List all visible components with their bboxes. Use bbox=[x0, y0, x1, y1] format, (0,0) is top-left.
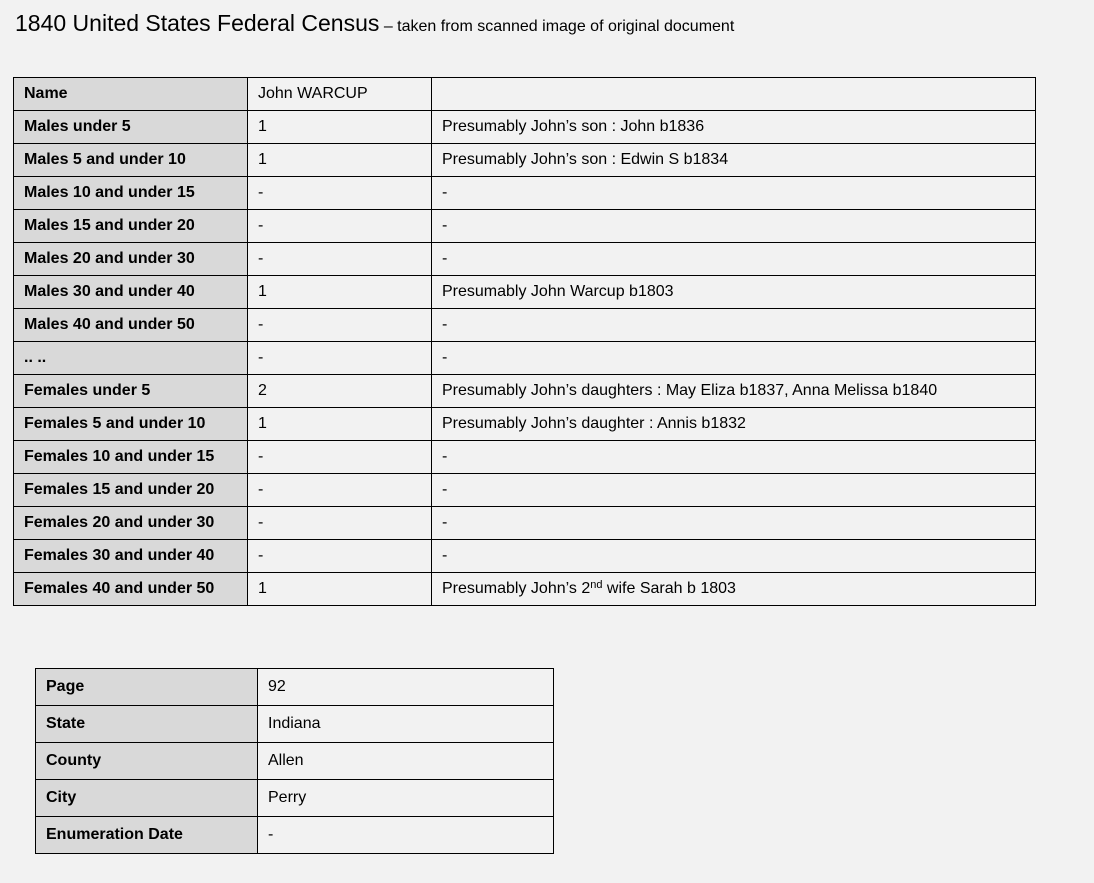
row-note: Presumably John’s son : Edwin S b1834 bbox=[432, 144, 1036, 177]
name-value: John WARCUP bbox=[248, 78, 432, 111]
row-note: Presumably John’s daughter : Annis b1832 bbox=[432, 408, 1036, 441]
city-label: City bbox=[36, 780, 258, 817]
row-label: Males 40 and under 50 bbox=[14, 309, 248, 342]
row-label: Males 10 and under 15 bbox=[14, 177, 248, 210]
row-note: Presumably John’s daughters : May Eliza b1837, Anna Melissa b1840 bbox=[432, 375, 1036, 408]
row-count: 2 bbox=[248, 375, 432, 408]
table-row bbox=[14, 474, 1036, 507]
row-count: - bbox=[248, 507, 432, 540]
table-row bbox=[14, 177, 1036, 210]
row-note: Presumably John’s son : John b1836 bbox=[432, 111, 1036, 144]
row-note-before: Presumably John’s 2 bbox=[442, 580, 591, 597]
table-row bbox=[14, 540, 1036, 573]
table-row bbox=[14, 78, 1036, 111]
row-count: - bbox=[248, 210, 432, 243]
page-title bbox=[15, 10, 734, 37]
table-row bbox=[36, 743, 554, 780]
row-note: - bbox=[432, 309, 1036, 342]
enumeration-date-label: Enumeration Date bbox=[36, 817, 258, 854]
ordinal-suffix: nd bbox=[590, 579, 603, 591]
row-count: 1 bbox=[248, 276, 432, 309]
row-note-after: wife Sarah b 1803 bbox=[602, 580, 736, 597]
row-label: Females under 5 bbox=[14, 375, 248, 408]
table-row bbox=[14, 408, 1036, 441]
row-note: - bbox=[432, 243, 1036, 276]
row-count: - bbox=[248, 243, 432, 276]
table-row bbox=[36, 817, 554, 854]
table-row bbox=[14, 507, 1036, 540]
table-row bbox=[36, 706, 554, 743]
page-value: 92 bbox=[258, 669, 554, 706]
table-row bbox=[14, 441, 1036, 474]
row-label: .. .. bbox=[14, 342, 248, 375]
row-label: Females 5 and under 10 bbox=[14, 408, 248, 441]
row-note bbox=[432, 573, 1036, 606]
row-label: Males 30 and under 40 bbox=[14, 276, 248, 309]
row-count: 1 bbox=[248, 408, 432, 441]
row-note: - bbox=[432, 507, 1036, 540]
location-table bbox=[35, 668, 554, 854]
page-title-subtitle: – taken from scanned image of original document bbox=[379, 18, 735, 35]
table-row bbox=[14, 309, 1036, 342]
name-note bbox=[432, 78, 1036, 111]
county-value: Allen bbox=[258, 743, 554, 780]
table-row bbox=[14, 342, 1036, 375]
row-label: Males 20 and under 30 bbox=[14, 243, 248, 276]
table-row bbox=[14, 573, 1036, 606]
row-count: - bbox=[248, 540, 432, 573]
table-row bbox=[14, 111, 1036, 144]
county-label: County bbox=[36, 743, 258, 780]
row-label: Females 20 and under 30 bbox=[14, 507, 248, 540]
row-label: Males 15 and under 20 bbox=[14, 210, 248, 243]
census-table bbox=[13, 77, 1036, 606]
row-label: Females 10 and under 15 bbox=[14, 441, 248, 474]
enumeration-date-value: - bbox=[258, 817, 554, 854]
table-row bbox=[14, 144, 1036, 177]
row-note: - bbox=[432, 210, 1036, 243]
row-note: - bbox=[432, 441, 1036, 474]
table-row bbox=[36, 780, 554, 817]
row-note: - bbox=[432, 540, 1036, 573]
row-note: - bbox=[432, 474, 1036, 507]
row-label: Males 5 and under 10 bbox=[14, 144, 248, 177]
row-count: 1 bbox=[248, 573, 432, 606]
name-label: Name bbox=[14, 78, 248, 111]
city-value: Perry bbox=[258, 780, 554, 817]
row-count: - bbox=[248, 177, 432, 210]
row-count: - bbox=[248, 441, 432, 474]
table-row bbox=[14, 375, 1036, 408]
row-note: Presumably John Warcup b1803 bbox=[432, 276, 1036, 309]
row-count: - bbox=[248, 474, 432, 507]
table-row bbox=[14, 243, 1036, 276]
row-count: 1 bbox=[248, 144, 432, 177]
row-note: - bbox=[432, 177, 1036, 210]
row-label: Females 40 and under 50 bbox=[14, 573, 248, 606]
table-row bbox=[14, 276, 1036, 309]
row-count: - bbox=[248, 309, 432, 342]
table-row bbox=[14, 210, 1036, 243]
state-label: State bbox=[36, 706, 258, 743]
state-value: Indiana bbox=[258, 706, 554, 743]
page-title-main: 1840 United States Federal Census bbox=[15, 10, 380, 36]
row-label: Females 30 and under 40 bbox=[14, 540, 248, 573]
row-count: - bbox=[248, 342, 432, 375]
row-label: Females 15 and under 20 bbox=[14, 474, 248, 507]
row-count: 1 bbox=[248, 111, 432, 144]
row-label: Males under 5 bbox=[14, 111, 248, 144]
page-label: Page bbox=[36, 669, 258, 706]
table-row bbox=[36, 669, 554, 706]
row-note: - bbox=[432, 342, 1036, 375]
